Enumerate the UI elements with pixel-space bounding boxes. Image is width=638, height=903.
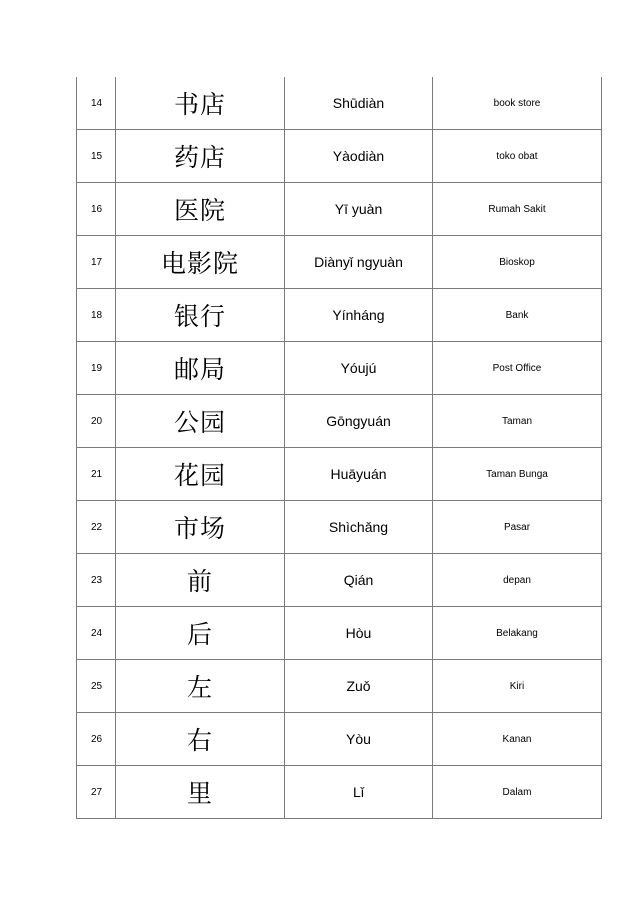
meaning-cell: Kiri	[433, 660, 602, 713]
hanzi-cell: 公园	[116, 395, 285, 448]
table-row	[77, 448, 602, 501]
table-row	[77, 183, 602, 236]
table-row	[77, 554, 602, 607]
row-number: 22	[77, 501, 116, 554]
hanzi-cell: 右	[116, 713, 285, 766]
meaning-cell: Kanan	[433, 713, 602, 766]
hanzi-cell: 左	[116, 660, 285, 713]
pinyin-cell: Qián	[285, 554, 433, 607]
pinyin-cell: Yòu	[285, 713, 433, 766]
table-row	[77, 395, 602, 448]
pinyin-cell: Zuǒ	[285, 660, 433, 713]
meaning-cell: Dalam	[433, 766, 602, 819]
pinyin-cell: Shìchǎng	[285, 501, 433, 554]
meaning-cell: Pasar	[433, 501, 602, 554]
hanzi-cell: 后	[116, 607, 285, 660]
hanzi-cell: 药店	[116, 130, 285, 183]
table-row	[77, 660, 602, 713]
pinyin-cell: Huāyuán	[285, 448, 433, 501]
meaning-cell: Taman Bunga	[433, 448, 602, 501]
row-number: 20	[77, 395, 116, 448]
row-number: 17	[77, 236, 116, 289]
table-row	[77, 236, 602, 289]
pinyin-cell: Lǐ	[285, 766, 433, 819]
meaning-cell: Post Office	[433, 342, 602, 395]
meaning-cell: Belakang	[433, 607, 602, 660]
hanzi-cell: 市场	[116, 501, 285, 554]
row-number: 27	[77, 766, 116, 819]
row-number: 23	[77, 554, 116, 607]
table-row	[77, 342, 602, 395]
meaning-cell: Bank	[433, 289, 602, 342]
row-number: 21	[77, 448, 116, 501]
pinyin-cell: Yínháng	[285, 289, 433, 342]
vocabulary-table-body	[77, 77, 602, 819]
pinyin-cell: Shūdiàn	[285, 77, 433, 130]
hanzi-cell: 里	[116, 766, 285, 819]
table-row	[77, 77, 602, 130]
hanzi-cell: 书店	[116, 77, 285, 130]
row-number: 26	[77, 713, 116, 766]
meaning-cell: toko obat	[433, 130, 602, 183]
hanzi-cell: 邮局	[116, 342, 285, 395]
table-row	[77, 766, 602, 819]
row-number: 14	[77, 77, 116, 130]
table-row	[77, 289, 602, 342]
row-number: 19	[77, 342, 116, 395]
pinyin-cell: Hòu	[285, 607, 433, 660]
meaning-cell: depan	[433, 554, 602, 607]
vocabulary-table	[76, 77, 602, 819]
row-number: 24	[77, 607, 116, 660]
row-number: 25	[77, 660, 116, 713]
hanzi-cell: 前	[116, 554, 285, 607]
row-number: 18	[77, 289, 116, 342]
pinyin-cell: Yàodiàn	[285, 130, 433, 183]
hanzi-cell: 花园	[116, 448, 285, 501]
row-number: 15	[77, 130, 116, 183]
pinyin-cell: Yī yuàn	[285, 183, 433, 236]
table-row	[77, 501, 602, 554]
row-number: 16	[77, 183, 116, 236]
meaning-cell: book store	[433, 77, 602, 130]
hanzi-cell: 医院	[116, 183, 285, 236]
meaning-cell: Taman	[433, 395, 602, 448]
meaning-cell: Bioskop	[433, 236, 602, 289]
hanzi-cell: 银行	[116, 289, 285, 342]
hanzi-cell: 电影院	[116, 236, 285, 289]
pinyin-cell: Gōngyuán	[285, 395, 433, 448]
table-row	[77, 713, 602, 766]
table-row	[77, 607, 602, 660]
meaning-cell: Rumah Sakit	[433, 183, 602, 236]
pinyin-cell: Diànyǐ ngyuàn	[285, 236, 433, 289]
pinyin-cell: Yóujú	[285, 342, 433, 395]
table-row	[77, 130, 602, 183]
